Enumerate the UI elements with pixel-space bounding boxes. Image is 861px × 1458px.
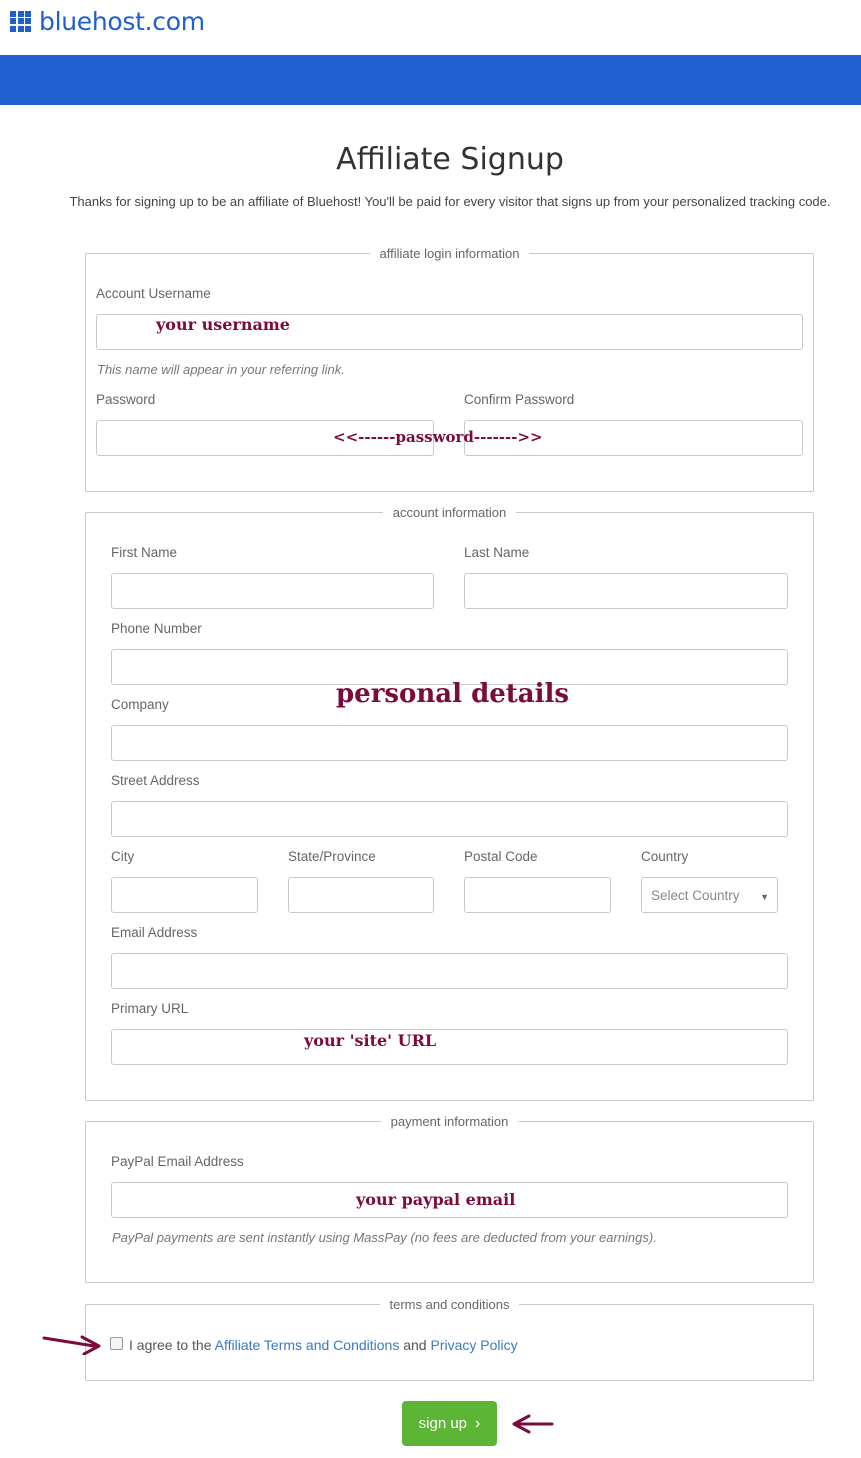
- agree-prefix: I agree to the: [129, 1337, 212, 1353]
- annotation-username: your username: [156, 315, 290, 334]
- sign-up-button[interactable]: [402, 1401, 497, 1446]
- annotation-personal-details: personal details: [336, 679, 570, 709]
- terms-legend: terms and conditions: [86, 1296, 813, 1314]
- last-name-label: Last Name: [464, 545, 530, 560]
- sign-up-label: sign up: [418, 1415, 468, 1432]
- country-select[interactable]: [641, 877, 778, 913]
- privacy-link[interactable]: Privacy Policy: [430, 1337, 518, 1353]
- annotation-site-url: your 'site' URL: [304, 1031, 437, 1050]
- street-input[interactable]: [111, 801, 788, 837]
- url-label: Primary URL: [111, 1001, 189, 1016]
- state-input[interactable]: [288, 877, 434, 913]
- chevron-down-icon: ▼: [760, 892, 769, 902]
- state-label: State/Province: [288, 849, 376, 864]
- username-label: Account Username: [96, 286, 211, 301]
- annotation-password: <<------password------->>: [333, 428, 543, 446]
- annotation-paypal: your paypal email: [356, 1190, 516, 1209]
- first-name-label: First Name: [111, 545, 178, 560]
- account-legend: account information: [86, 504, 813, 522]
- paypal-label: PayPal Email Address: [111, 1154, 244, 1169]
- city-input[interactable]: [111, 877, 258, 913]
- logo-grid-icon: [10, 11, 31, 32]
- page-title: Affiliate Signup: [336, 142, 564, 177]
- terms-link[interactable]: Affiliate Terms and Conditions: [214, 1337, 400, 1353]
- street-label: Street Address: [111, 773, 200, 788]
- arrow-left-icon: [509, 1413, 555, 1435]
- last-name-input[interactable]: [464, 573, 788, 609]
- password-label: Password: [96, 392, 156, 407]
- company-input[interactable]: [111, 725, 788, 761]
- header-nav-bar: [0, 55, 861, 105]
- and-text: and: [403, 1337, 427, 1353]
- intro-text: Thanks for signing up to be an affiliate of Bluehost! You'll be paid for every visitor that signs up from your personalized tracking code.: [69, 194, 831, 209]
- email-label: Email Address: [111, 925, 198, 940]
- agree-text: [129, 1337, 518, 1353]
- username-hint: This name will appear in your referring link.: [97, 362, 345, 377]
- chevron-right-icon: ›: [475, 1414, 481, 1432]
- payment-legend: payment information: [86, 1113, 813, 1131]
- arrow-right-icon: [42, 1333, 104, 1355]
- email-input[interactable]: [111, 953, 788, 989]
- logo-text: bluehost.com: [39, 6, 205, 36]
- country-label: Country: [641, 849, 689, 864]
- url-input[interactable]: [111, 1029, 788, 1065]
- paypal-hint: PayPal payments are sent instantly using MassPay (no fees are deducted from your earnings).: [112, 1230, 657, 1245]
- login-legend: affiliate login information: [86, 245, 813, 263]
- postal-label: Postal Code: [464, 849, 538, 864]
- country-select-value: Select Country: [651, 887, 740, 903]
- agree-checkbox[interactable]: [110, 1337, 123, 1350]
- postal-input[interactable]: [464, 877, 611, 913]
- city-label: City: [111, 849, 135, 864]
- confirm-password-label: Confirm Password: [464, 392, 575, 407]
- company-label: Company: [111, 697, 169, 712]
- bluehost-logo[interactable]: [10, 6, 205, 36]
- phone-label: Phone Number: [111, 621, 202, 636]
- first-name-input[interactable]: [111, 573, 434, 609]
